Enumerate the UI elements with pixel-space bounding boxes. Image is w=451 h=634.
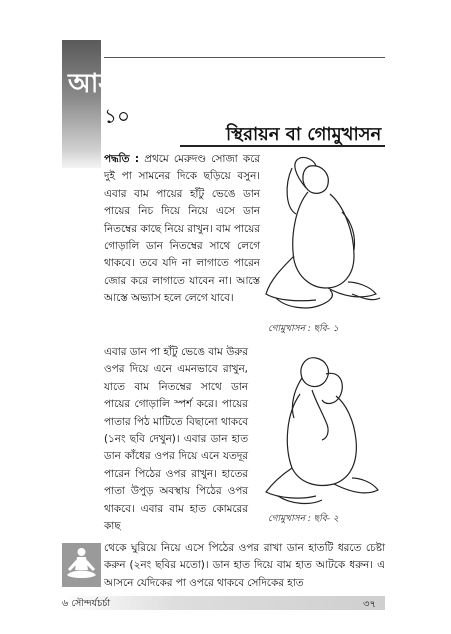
meditation-icon [62, 543, 101, 587]
paragraph-third: থেকে ঘুরিয়ে নিয়ে এসে পিঠের ওপর রাখা ডান হাতটি ধরতে চেষ্টা করুন (২নং ছবির মতো)। ডান হাত দিয়ে বাম হাত আটকে ধরুন। এ আসনে যেদিকের পা ওপরে থাকবে সেদিকের হাত [104, 542, 385, 589]
figure-2-caption: গোমুখাসন : ছবি- ২ [268, 514, 339, 524]
title-underline [180, 145, 385, 147]
figure-1-caption: গোমুখাসন : ছবি- ১ [268, 324, 339, 334]
chapter-tab-bar [62, 40, 101, 168]
header-rule [104, 57, 385, 58]
pose-title: স্থিরায়ন বা গোমুখাসন [226, 124, 382, 145]
page-number: ৩৭ [363, 599, 377, 610]
asan-label: আসন [68, 69, 132, 99]
asan-number: ১০ [104, 104, 130, 128]
paragraph-method [104, 151, 260, 308]
paragraph-second: এবার ডান পা হাঁটু ভেঙে বাম উরুর ওপর দিয়ে এনে এমনভাবে রাখুন, যাতে বাম নিতম্বের সাথে ডান পায়ের গোড়ালি স্পর্শ করে। পায়ের পাতার পিঠ মাটিতে বিছানো থাকবে (১নং ছবি দেখুন)। এবার ডান হাত ডান কাঁধের ওপর দিয়ে এনে যতদূর পারেন পিঠের ওপর রাখুন। হাতের পাতা উপুড় অবস্থায় পিঠের ওপর থাকবে। এবার বাম হাত কোমরের কাছ [104, 346, 248, 533]
gomukhasana-figure-2 [256, 350, 384, 508]
method-label: পদ্ধতি : [104, 153, 140, 165]
paragraph-method-text: প্রথমে মেরুদণ্ড সোজা করে দুই পা সামনের দিকে ছড়িয়ে বসুন। এবার বাম পায়ের হাঁটু ভেঙে ডান পায়ের নিচ দিয়ে নিয়ে এসে ডান নিতম্বের কাছে নিয়ে রাখুন। বাম পায়ের গোড়ালি ডান নিতম্বের সাথে লেগে থাকবে। তবে যদি না লাগাতে পারেন জোর করে লাগাতে যাবেন না। আস্তে আস্তে অভ্যাস হলে লেগে যাবে। [104, 153, 260, 305]
footer-bar [62, 596, 385, 610]
gomukhasana-figure-1 [256, 156, 384, 316]
footer-book-title: ৬ সৌন্দর্যচর্চা [62, 598, 111, 609]
